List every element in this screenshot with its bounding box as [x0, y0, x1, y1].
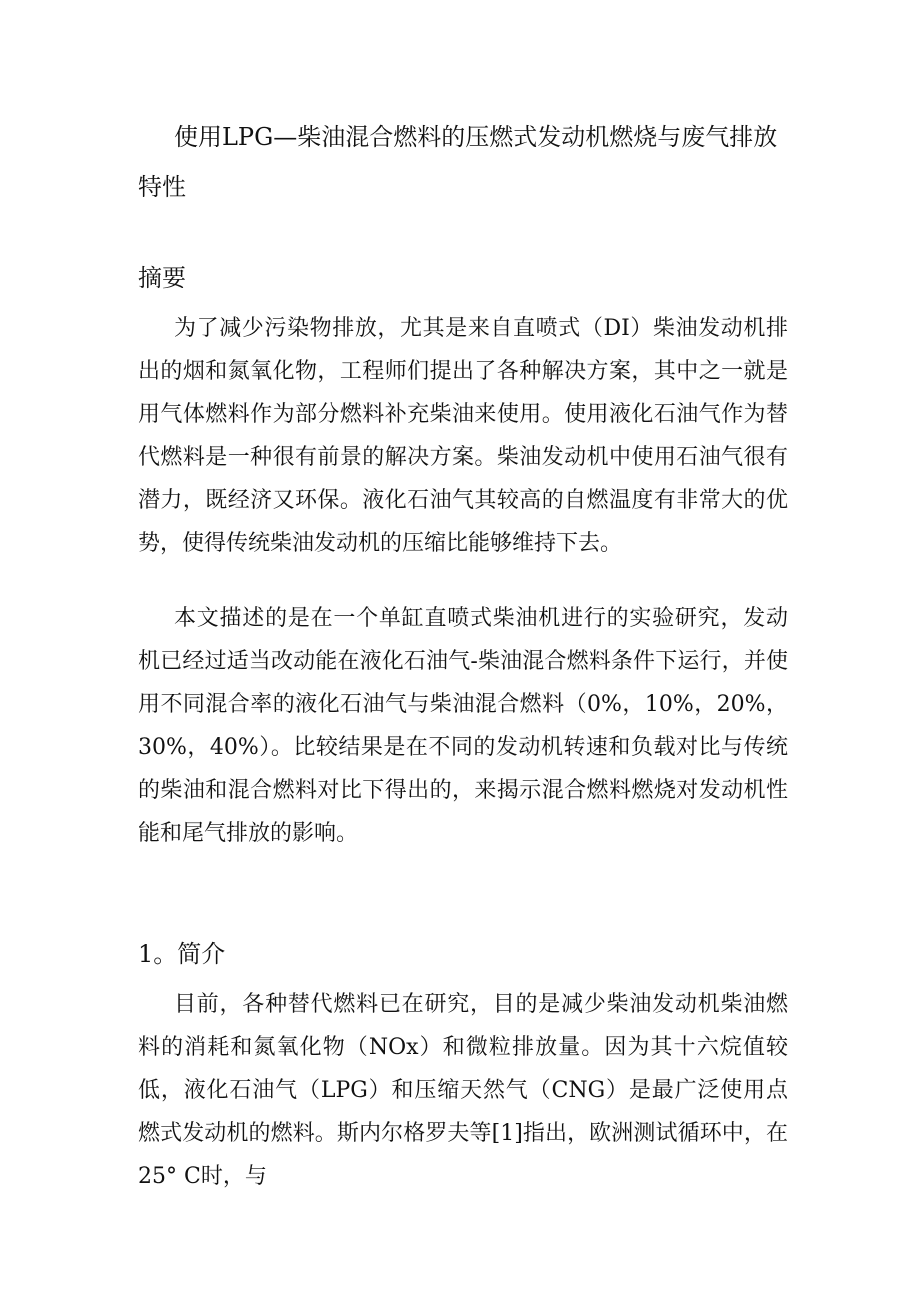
introduction-paragraph-1: 目前，各种替代燃料已在研究，目的是减少柴油发动机柴油燃料的消耗和氮氧化物（NOx）和微粒排放量。因为其十六烷值较低，液化石油气（LPG）和压缩天然气（CNG）是最广泛使用点燃式发动机的燃料。斯内尔格罗夫等[1]指出，欧洲测试循环中，在25° C时，与 [138, 992, 788, 1189]
introduction-heading: 1。简介 [138, 940, 226, 968]
abstract-heading: 摘要 [138, 264, 186, 292]
document-title: 使用LPG—柴油混合燃料的压燃式发动机燃烧与废气排放特性 [138, 123, 778, 201]
abstract-paragraph-1: 为了减少污染物排放，尤其是来自直喷式（DI）柴油发动机排出的烟和氮氧化物，工程师们提出了各种解决方案，其中之一就是用气体燃料作为部分燃料补充柴油来使用。使用液化石油气作为替代燃料是一种很有前景的解决方案。柴油发动机中使用石油气很有潜力，既经济又环保。液化石油气其较高的自燃温度有非常大的优势，使得传统柴油发动机的压缩比能够维持下去。 [138, 316, 788, 556]
abstract-paragraph-2: 本文描述的是在一个单缸直喷式柴油机进行的实验研究，发动机已经过适当改动能在液化石油气-柴油混合燃料条件下运行，并使用不同混合率的液化石油气与柴油混合燃料（0%，10%，20%，30%，40%）。比较结果是在不同的发动机转速和负载对比与传统的柴油和混合燃料对比下得出的，来揭示混合燃料燃烧对发动机性能和尾气排放的影响。 [138, 606, 788, 846]
